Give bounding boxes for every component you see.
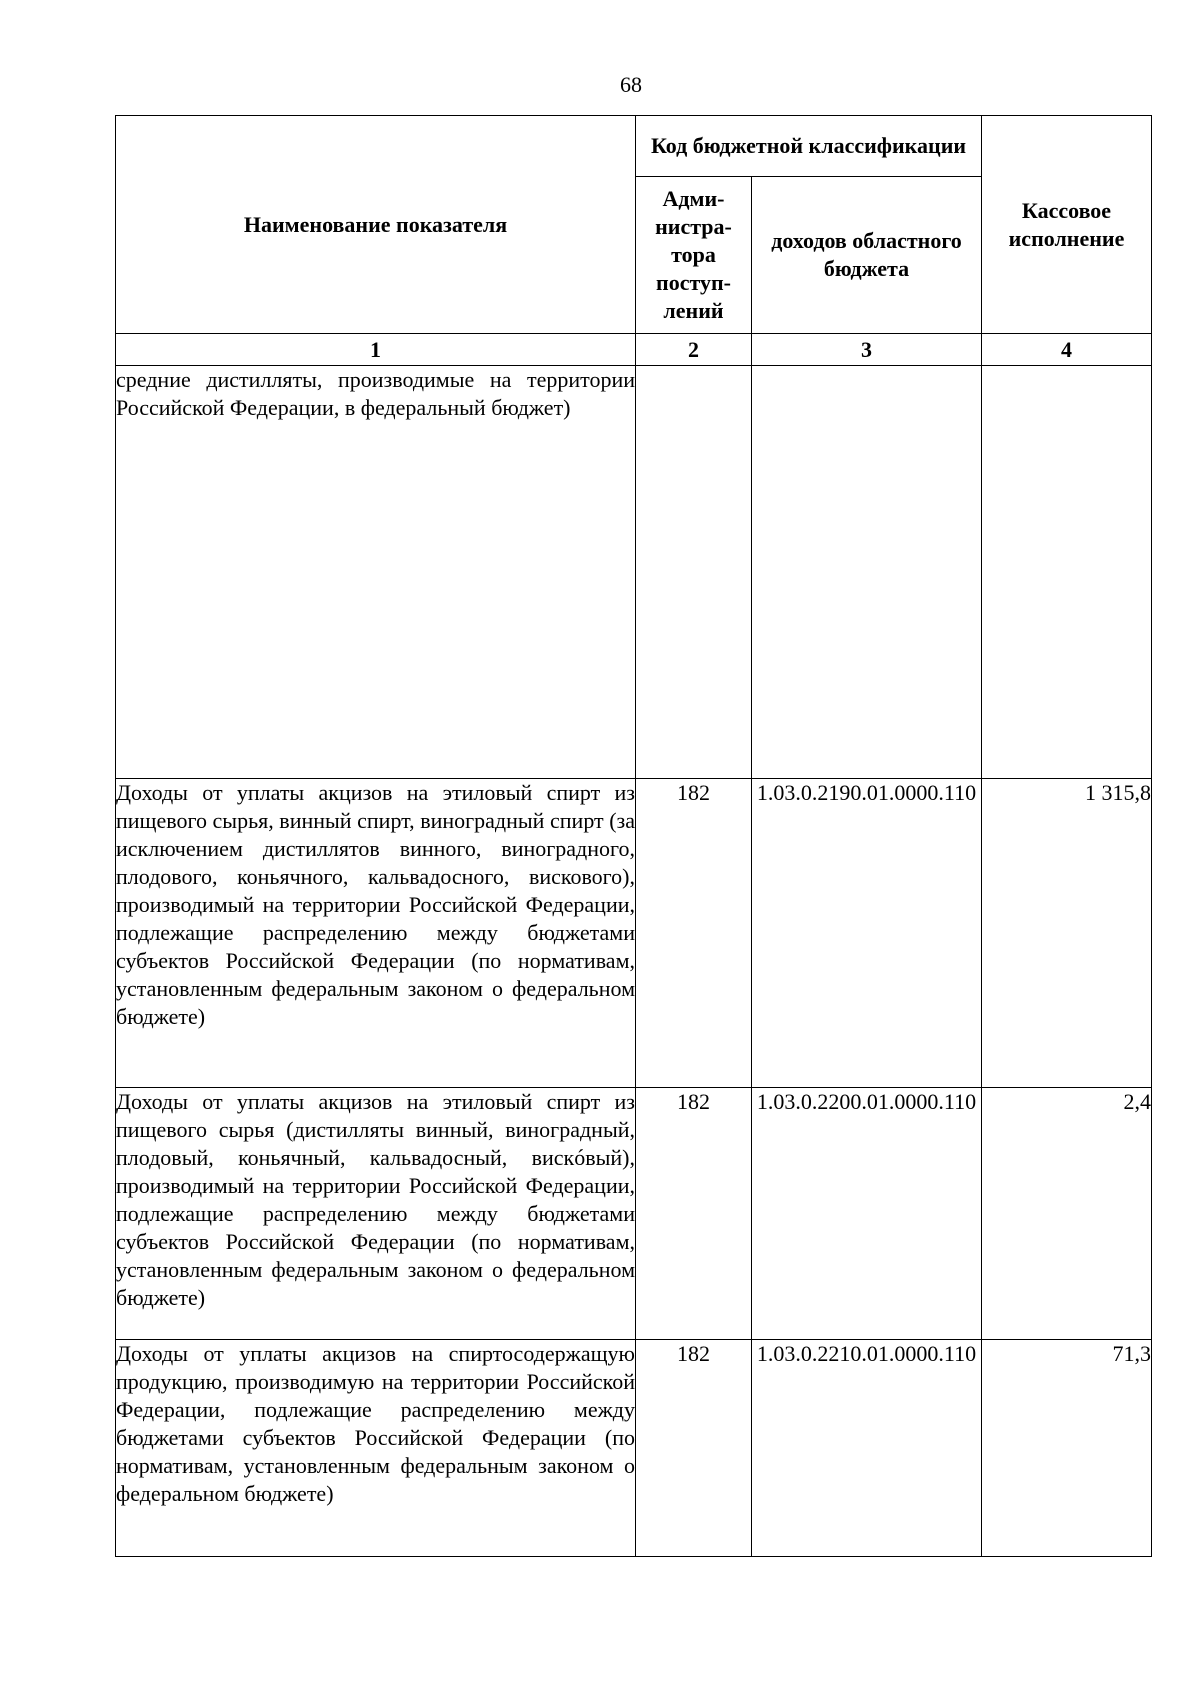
header-budget-code-group: Код бюджетной классификации xyxy=(636,116,982,177)
income-code: 1.03.0.2200.01.0000.110 xyxy=(752,1088,982,1340)
income-code: 1.03.0.2210.01.0000.110 xyxy=(752,1340,982,1557)
indicator-name: средние дистилляты, производимые на территории Российской Федерации, в федеральный бюджет) xyxy=(116,366,636,779)
admin-code: 182 xyxy=(636,1088,752,1340)
page-number: 68 xyxy=(620,72,642,97)
admin-code: 182 xyxy=(636,1340,752,1557)
header-revenue-administrator: Адми-нистра-тора поступ-лений xyxy=(636,177,752,334)
column-number: 2 xyxy=(636,334,752,366)
cash-execution-value xyxy=(982,366,1152,779)
column-number: 1 xyxy=(116,334,636,366)
column-number: 3 xyxy=(752,334,982,366)
header-regional-budget-income: доходов областного бюджета xyxy=(752,177,982,334)
cash-execution-value: 71,3 xyxy=(982,1340,1152,1557)
income-code xyxy=(752,366,982,779)
admin-code xyxy=(636,366,752,779)
table-row xyxy=(116,1340,1152,1557)
cash-execution-value: 2,4 xyxy=(982,1088,1152,1340)
table-row xyxy=(116,779,1152,1088)
column-number: 4 xyxy=(982,334,1152,366)
indicator-name: Доходы от уплаты акцизов на этиловый спирт из пищевого сырья (дистилляты винный, виноградный, плодовый, коньячный, кальвадосный, вискóвый), производимый на территории Российской Федерации, подлежащие распределению между бюджетами субъектов Российской Федерации (по нормативам, установленным федеральным законом о федеральном бюджете) xyxy=(116,1088,636,1340)
table-row xyxy=(116,1088,1152,1340)
header-indicator-name: Наименование показателя xyxy=(116,116,636,334)
budget-table xyxy=(115,115,1152,1557)
indicator-name: Доходы от уплаты акцизов на спиртосодержащую продукцию, производимую на территории Российской Федерации, подлежащие распределению между бюджетами субъектов Российской Федерации (по нормативам, установленным федеральным законом о федеральном бюджете) xyxy=(116,1340,636,1557)
cash-execution-value: 1 315,8 xyxy=(982,779,1152,1088)
admin-code: 182 xyxy=(636,779,752,1088)
income-code: 1.03.0.2190.01.0000.110 xyxy=(752,779,982,1088)
table-row xyxy=(116,366,1152,779)
indicator-name: Доходы от уплаты акцизов на этиловый спирт из пищевого сырья, винный спирт, виноградный спирт (за исключением дистиллятов винного, виноградного, плодового, коньячного, кальвадосного, вискового), производимый на территории Российской Федерации, подлежащие распределению между бюджетами субъектов Российской Федерации (по нормативам, установленным федеральным законом о федеральном бюджете) xyxy=(116,779,636,1088)
header-cash-execution: Кассовое исполнение xyxy=(982,116,1152,334)
